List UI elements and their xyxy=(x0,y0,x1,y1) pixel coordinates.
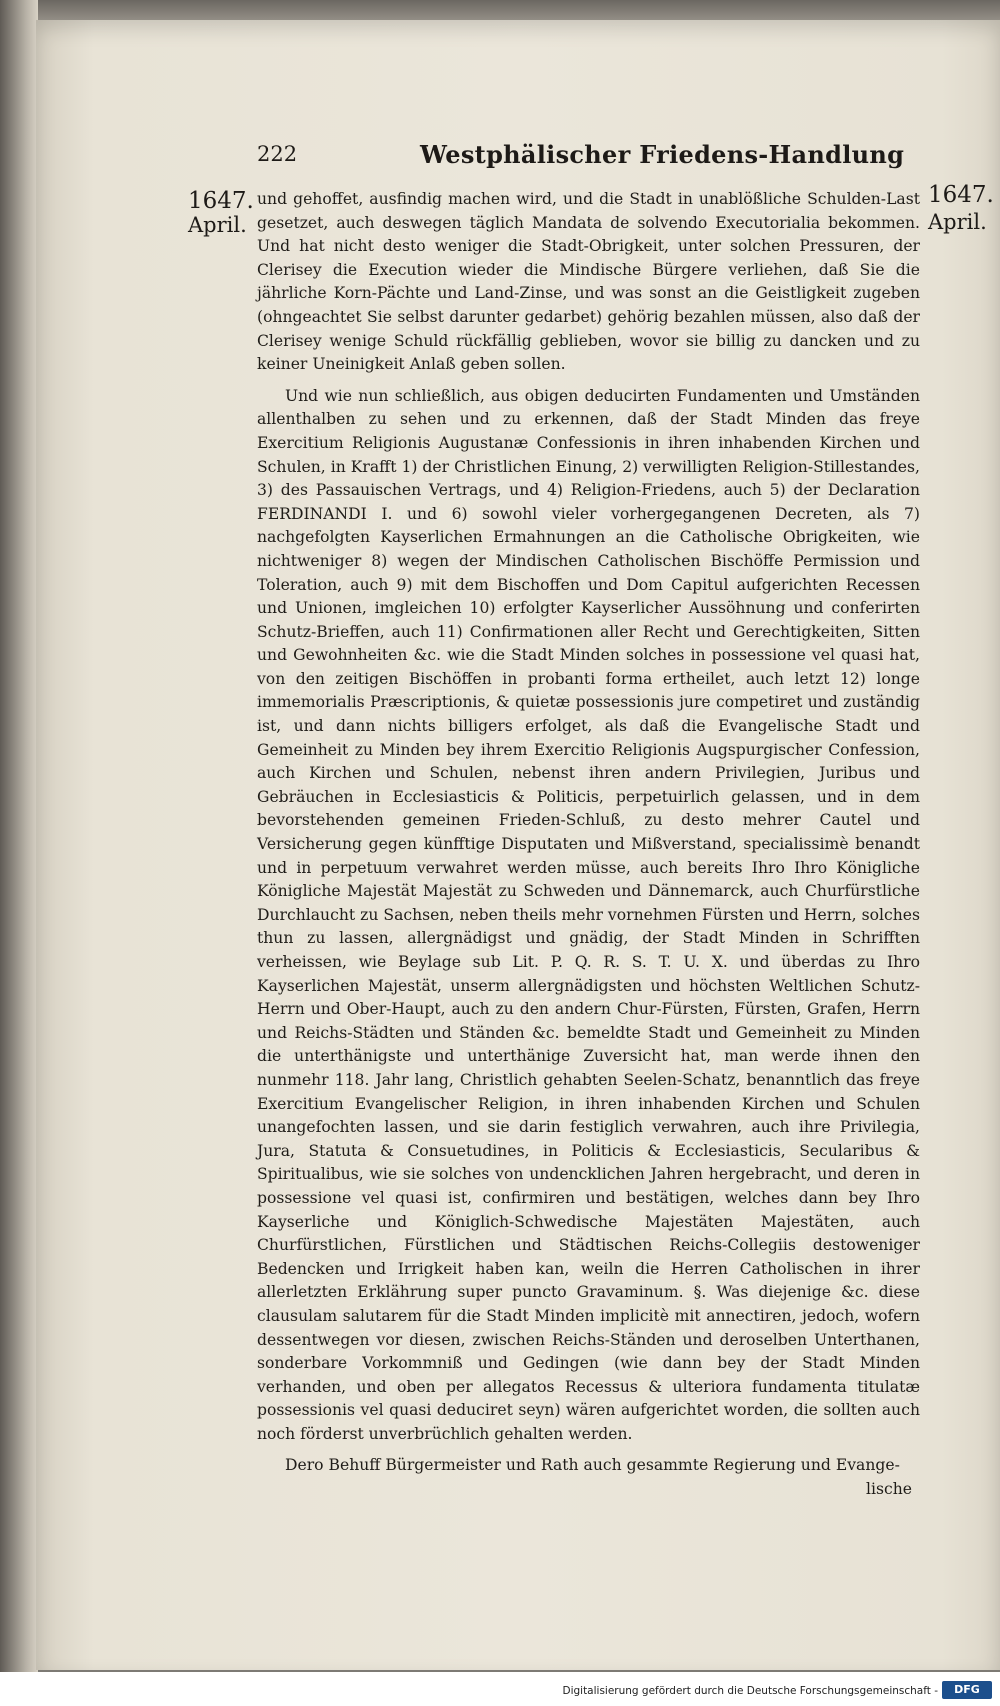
margin-year-left: 1647. xyxy=(188,188,254,214)
book-spine-edge xyxy=(0,0,38,1706)
margin-month-right: April. xyxy=(928,210,987,234)
catchword: lische xyxy=(866,1480,912,1498)
paragraph-3: Dero Behuff Bürgermeister und Rath auch gesammte Regierung und Evange- xyxy=(285,1456,900,1475)
dfg-logo: DFG xyxy=(942,1681,992,1699)
running-title: Westphälischer Friedens-Handlung xyxy=(420,140,905,169)
body-text xyxy=(257,188,920,1478)
paragraph-2: Und wie nun schließlich, aus obigen deducirten Fundamenten und Umständen allenthalben zu sehen und zu erkennen, daß der Stadt Minden das freye Exercitium Religionis Augustanæ Confessionis in ihren inhabenden Kirchen und Schulen, in Krafft 1) der Christlichen Einung, 2) verwilligten Religion-Stillestandes, 3) des Passauischen Vertrags, und 4) Religion-Friedens, auch 5) der Declaration FERDINANDI I. und 6) sowohl vieler vorhergegangenen Decreten, als 7) nachgefolgten Kayserlichen Ermahnungen an die Catholische Obrigkeiten, wie nichtweniger 8) wegen der Mindischen Catholischen Bischöffe Permission und Toleration, auch 9) mit dem Bischoffen und Dom Capitul aufgerichten Recessen und Unionen, imgleichen 10) erfolgter Kayserlicher Aussöhnung und conferirten Schutz-Brieffen, auch 11) Confirmationen aller Recht und Gerechtigkeiten, Sitten und Gewohnheiten &c. wie die Stadt Minden solches in possessione vel quasi hat, von den zeitigen Bischöffen in probanti forma ertheilet, auch letzt 12) longe immemorialis Præscriptionis, & quietæ possessionis jure competiret und zuständig ist, und dann nichts billigers erfolget, als daß die Evangelische Stadt und Gemeinheit zu Minden bey ihrem Exercitio Religionis Augspurgischer Confession, auch Kirchen und Schulen, nebenst ihren andern Privilegien, Juribus und Gebräuchen in Ecclesiasticis & Politicis, perpetuirlich gelassen, und in dem bevorstehenden gemeinen Frieden-Schluß, zu desto mehrer Cautel und Versicherung gegen künfftige Disputaten und Mißverstand, specialissimè benandt und in perpetuum verwahret werden müsse, auch bereits Ihro Ihro Königliche Königliche Majestät Majestät zu Schweden und Dännemarck, auch Churfürstliche Durchlaucht zu Sachsen, neben theils mehr vornehmen Fürsten und Herrn, solches thun zu lassen, allergnädigst und gnädig, der Stadt Minden in Schrifften verheissen, wie Beylage sub Lit. P. Q. R. S. T. U. X. und überdas zu Ihro Kayserlichen Majestät, unserm allergnädigsten und höchsten Weltlichen Schutz-Herrn und Ober-Haupt, auch zu den andern Chur-Fürsten, Fürsten, Grafen, Herrn und Reichs-Städten und Ständen &c. bemeldte Stadt und Gemeinheit zu Minden die unterthänigste und unterthänige Zuversicht hat, man werde ihnen den nunmehr 118. Jahr lang, Christlich gehabten Seelen-Schatz, benanntlich das freye Exercitium Evangelischer Religion, in ihren inhabenden Kirchen und Schulen unangefochten lassen, und sie darin festiglich verwahren, auch ihre Privilegia, Jura, Statuta & Consuetudines, in Politicis & Ecclesiasticis, Secularibus & Spiritualibus, wie sie solches von undencklichen Jahren hergebracht, und deren in possessione vel quasi ist, confirmiren und bestätigen, welches dann bey Ihro Kayserliche und Königlich-Schwedische Majestäten Majestäten, auch Churfürstlichen, Fürstlichen und Städtischen Reichs-Collegiis destoweniger Bedencken und Irrigkeit haben kan, weiln die Herren Catholischen in ihrer allerletzten Erklährung super puncto Gravaminum. §. Was diejenige &c. diese clausulam salutarem für die Stadt Minden implicitè mit annectiren, jedoch, wofern dessentwegen vor diesen, zwischen Reichs-Ständen und deroselben Unterthanen, sonderbare Vorkommniß und Gedingen (wie dann bey der Stadt Minden verhanden, und oben per allegatos Recessus & ulteriora fundamenta titulatæ possessionis vel quasi deduciret seyn) wären aufgerichtet worden, die sollten auch noch förderst unverbrüchlich gehalten werden. xyxy=(257,386,920,1443)
page-number: 222 xyxy=(257,142,298,166)
footer-credit: Digitalisierung gefördert durch die Deutsche Forschungsgemeinschaft - xyxy=(562,1685,938,1697)
paragraph-1: und gehoffet, ausfindig machen wird, und die Stadt in unablößliche Schulden-Last gesetzet, auch deswegen täglich Mandata de solvendo Executorialia bekommen. Und hat nicht desto weniger die Stadt-Obrigkeit, unter solchen Pressuren, der Clerisey die Execution wieder die Mindische Bürgere verliehen, daß Sie die jährliche Korn-Pächte und Land-Zinse, und was sonst an die Geistligkeit zugeben (ohngeachtet Sie selbst darunter gedarbet) gehörig bezahlen müssen, also daß der Clerisey wenige Schuld rückfällig geblieben, wovor sie billig zu dancken und zu keiner Uneinigkeit Anlaß geben sollen. xyxy=(257,190,920,374)
margin-month-left: April. xyxy=(188,213,247,237)
margin-year-right: 1647. xyxy=(928,182,994,208)
